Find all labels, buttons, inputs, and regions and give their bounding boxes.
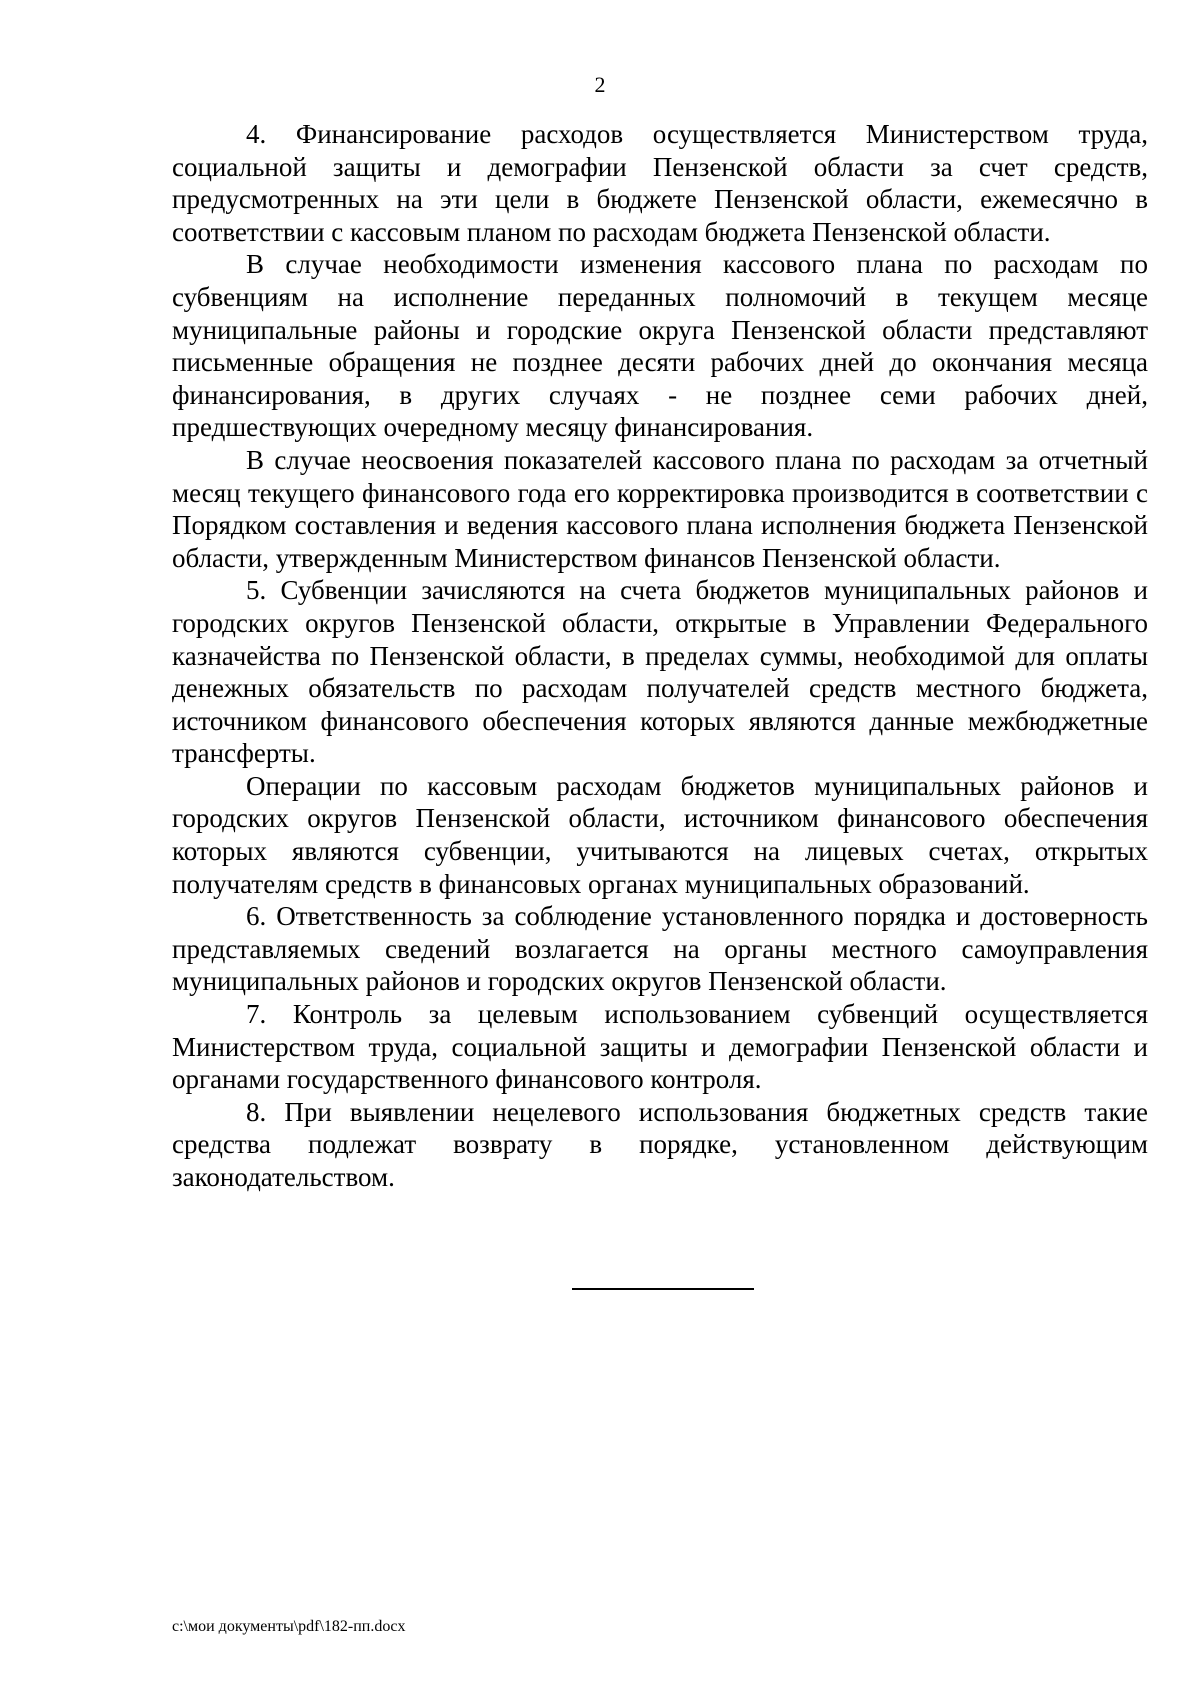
footer-file-path: c:\мои документы\pdf\182-пп.docx — [172, 1618, 406, 1635]
paragraph-6: 6. Ответственность за соблюдение установленного порядка и достоверность представляемых сведений возлагается на органы местного самоуправления муниципальных районов и городских округов Пензенской области. — [172, 901, 1148, 997]
paragraph-8: 8. При выявлении нецелевого использования бюджетных средств такие средства подлежат возврату в порядке, установленном действующим законодательством. — [172, 1096, 1148, 1192]
paragraph-7: 7. Контроль за целевым использованием субвенций осуществляется Министерством труда, социальной защиты и демографии Пензенской области и органами государственного финансового контроля. — [172, 999, 1148, 1095]
paragraph-5: 5. Субвенции зачисляются на счета бюджетов муниципальных районов и городских округов Пензенской области, открытые в Управлении Федерального казначейства по Пензенской области, в пределах суммы, необходимой для оплаты денежных обязательств по расходам получателей средств местного бюджета, источником финансового обеспечения которых являются данные межбюджетные трансферты. — [172, 575, 1148, 769]
end-separator-line — [572, 1288, 754, 1290]
paragraph-4: 4. Финансирование расходов осуществляется Министерством труда, социальной защиты и демографии Пензенской области за счет средств, предусмотренных на эти цели в бюджете Пензенской области, ежемесячно в соответствии с кассовым планом по расходам бюджета Пензенской области. — [172, 119, 1148, 247]
paragraph-4-cash-plan-adjustment: В случае неосвоения показателей кассового плана по расходам за отчетный месяц текущего финансового года его корректировка производится в соответствии с Порядком составления и ведения кассового плана исполнения бюджета Пензенской области, утвержденным Министерством финансов Пензенской области. — [172, 444, 1148, 573]
paragraph-5-operations: Операции по кассовым расходам бюджетов муниципальных районов и городских округов Пензенской области, источником финансового обеспечения которых являются субвенции, учитываются на лицевых счетах, открытых получателям средств в финансовых органах муниципальных образований. — [172, 770, 1148, 899]
document-body — [172, 118, 1148, 1194]
paragraph-4-cash-plan-change: В случае необходимости изменения кассового плана по расходам по субвенциям на исполнение переданных полномочий в текущем месяце муниципальные районы и городские округа Пензенской области представляют письменные обращения не позднее десяти рабочих дней до окончания месяца финансирования, в других случаях - не позднее семи рабочих дней, предшествующих очередному месяцу финансирования. — [172, 249, 1148, 443]
page-number: 2 — [594, 72, 606, 97]
